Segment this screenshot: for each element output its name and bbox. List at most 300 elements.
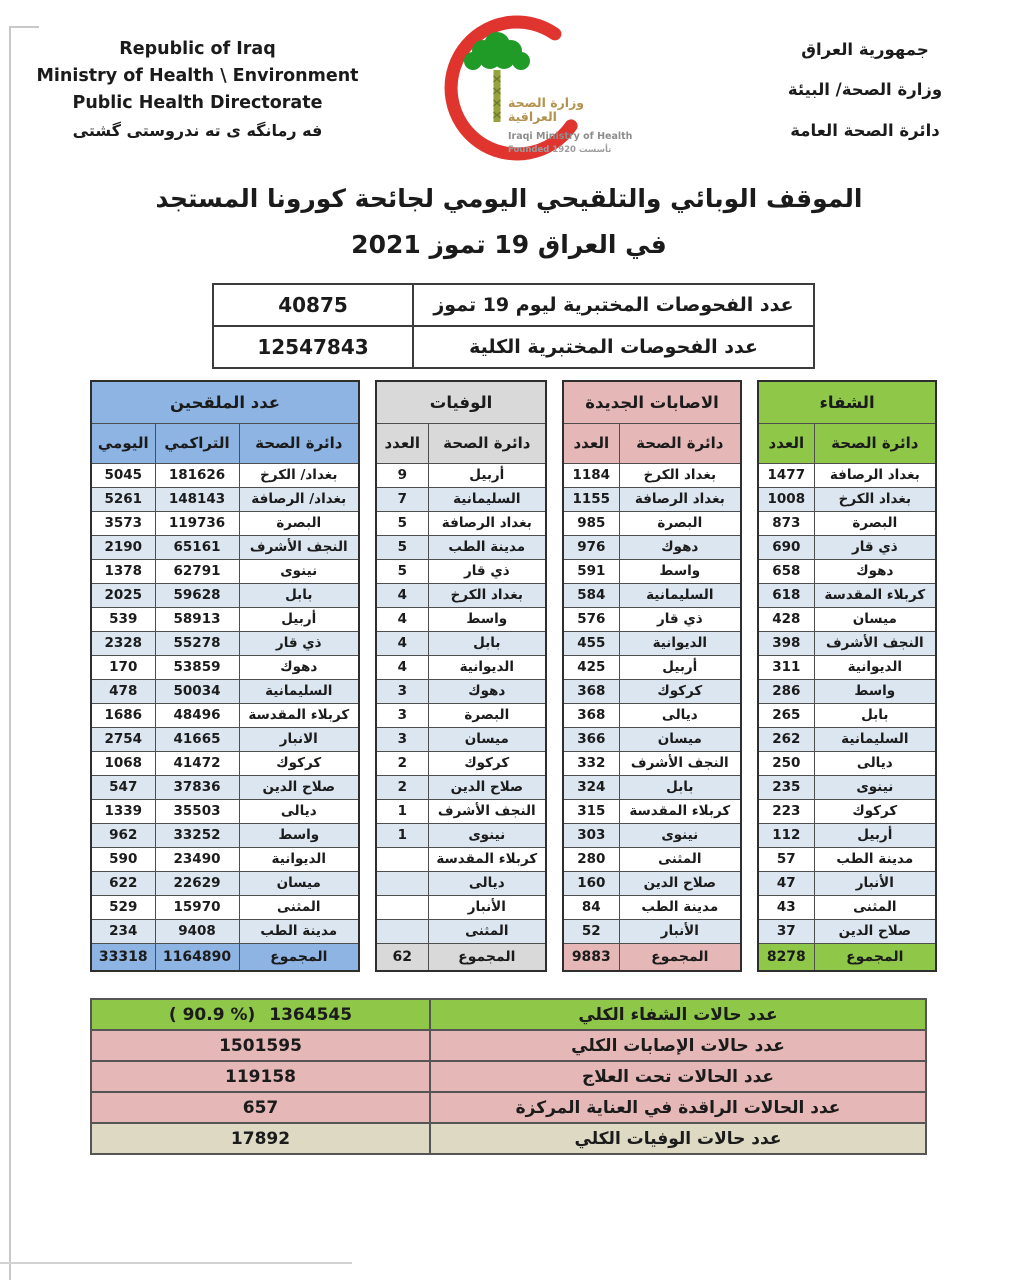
column-header-cumulative: التراكمي xyxy=(155,423,239,463)
table-row xyxy=(758,535,936,559)
table-row xyxy=(91,487,359,511)
recoveries-table xyxy=(757,380,937,972)
summary-value: 1501595 xyxy=(91,1030,430,1061)
directorate-cell: ميسان xyxy=(619,727,741,751)
count-cell: 1477 xyxy=(758,463,814,487)
table-row xyxy=(91,559,359,583)
count-cell: 591 xyxy=(563,559,619,583)
header-arabic-line2: وزارة الصحة/ البيئة xyxy=(787,80,943,100)
count-cell: 5 xyxy=(376,559,428,583)
table-row xyxy=(563,463,741,487)
summary-value xyxy=(91,999,430,1030)
directorate-cell: دهوك xyxy=(619,535,741,559)
summary-value: 657 xyxy=(91,1092,430,1123)
table-row xyxy=(91,511,359,535)
table-row xyxy=(563,919,741,943)
daily-count-cell: 962 xyxy=(91,823,155,847)
directorate-cell: واسط xyxy=(428,607,546,631)
summary-row-total-deaths xyxy=(91,1123,926,1154)
table-row xyxy=(91,463,359,487)
directorate-cell: ميسان xyxy=(428,727,546,751)
directorate-cell: السليمانية xyxy=(428,487,546,511)
count-cell: 2 xyxy=(376,775,428,799)
total-row xyxy=(758,943,936,971)
table-row xyxy=(91,703,359,727)
daily-count-cell: 2328 xyxy=(91,631,155,655)
directorate-cell: كربلاء المقدسة xyxy=(619,799,741,823)
cumulative-count-cell: 41665 xyxy=(155,727,239,751)
daily-count-cell: 1378 xyxy=(91,559,155,583)
header-arabic-line1: جمهورية العراق xyxy=(801,40,929,59)
cumulative-count-cell: 53859 xyxy=(155,655,239,679)
directorate-cell: كركوك xyxy=(428,751,546,775)
table-row xyxy=(758,487,936,511)
daily-count-cell: 2754 xyxy=(91,727,155,751)
total-row xyxy=(91,943,359,971)
directorate-cell: النجف الأشرف xyxy=(239,535,359,559)
table-row xyxy=(563,847,741,871)
total-count-cell: 9883 xyxy=(563,943,619,971)
recovery-percent: ( 90.9 %) xyxy=(168,1004,256,1025)
report-title-line2: في العراق 19 تموز 2021 xyxy=(351,230,667,259)
cumulative-count-cell: 58913 xyxy=(155,607,239,631)
table-row xyxy=(563,487,741,511)
table-row xyxy=(376,823,546,847)
directorate-cell: البصرة xyxy=(619,511,741,535)
table-row xyxy=(563,655,741,679)
directorate-cell: السليمانية xyxy=(814,727,936,751)
table-row xyxy=(758,895,936,919)
table-row xyxy=(758,607,936,631)
directorate-cell: نينوى xyxy=(428,823,546,847)
count-cell: 3 xyxy=(376,679,428,703)
directorate-cell: الأنبار xyxy=(814,871,936,895)
count-cell: 1184 xyxy=(563,463,619,487)
directorate-cell: ميسان xyxy=(239,871,359,895)
count-cell: 368 xyxy=(563,703,619,727)
directorate-cell: بغداد الكرخ xyxy=(428,583,546,607)
cumulative-count-cell: 15970 xyxy=(155,895,239,919)
count-cell: 311 xyxy=(758,655,814,679)
count-cell: 873 xyxy=(758,511,814,535)
cumulative-count-cell: 55278 xyxy=(155,631,239,655)
directorate-cell: أربيل xyxy=(814,823,936,847)
directorate-cell: كربلاء المقدسة xyxy=(814,583,936,607)
cumulative-count-cell: 65161 xyxy=(155,535,239,559)
table-row xyxy=(91,631,359,655)
table-row xyxy=(758,823,936,847)
table-row xyxy=(213,284,814,326)
daily-count-cell: 1339 xyxy=(91,799,155,823)
count-cell: 286 xyxy=(758,679,814,703)
count-cell: 3 xyxy=(376,703,428,727)
column-header-count: العدد xyxy=(758,423,814,463)
daily-count-cell: 170 xyxy=(91,655,155,679)
directorate-cell: واسط xyxy=(239,823,359,847)
directorate-cell: الديوانية xyxy=(619,631,741,655)
total-row xyxy=(376,943,546,971)
report-title-line1: الموقف الوبائي والتلقيحي اليومي لجائحة كورونا المستجد xyxy=(155,184,863,213)
table-row xyxy=(563,535,741,559)
table-row xyxy=(376,511,546,535)
summary-row-under-treatment xyxy=(91,1061,926,1092)
daily-count-cell: 5045 xyxy=(91,463,155,487)
directorate-cell: كركوك xyxy=(814,799,936,823)
table-row xyxy=(758,679,936,703)
directorate-cell: ديالى xyxy=(239,799,359,823)
directorate-cell: النجف الأشرف xyxy=(428,799,546,823)
deaths-table-title: الوفيات xyxy=(376,381,546,423)
directorate-cell: بغداد/ الكرخ xyxy=(239,463,359,487)
count-cell: 280 xyxy=(563,847,619,871)
daily-count-cell: 539 xyxy=(91,607,155,631)
count-cell: 52 xyxy=(563,919,619,943)
table-row xyxy=(376,727,546,751)
table-row xyxy=(376,559,546,583)
summary-label: عدد الحالات الراقدة في العناية المركزة xyxy=(430,1092,926,1123)
directorate-cell: مدينة الطب xyxy=(619,895,741,919)
table-row xyxy=(758,919,936,943)
table-row xyxy=(91,895,359,919)
count-cell: 2 xyxy=(376,751,428,775)
cumulative-count-cell: 9408 xyxy=(155,919,239,943)
directorate-cell: واسط xyxy=(814,679,936,703)
column-header-daily: اليومي xyxy=(91,423,155,463)
count-cell: 57 xyxy=(758,847,814,871)
table-row xyxy=(91,799,359,823)
table-row xyxy=(758,631,936,655)
directorate-cell: كربلاء المقدسة xyxy=(239,703,359,727)
summary-row-icu xyxy=(91,1092,926,1123)
count-cell: 5 xyxy=(376,535,428,559)
total-label-cell: المجموع xyxy=(239,943,359,971)
count-cell: 425 xyxy=(563,655,619,679)
table-row xyxy=(563,871,741,895)
table-row xyxy=(758,727,936,751)
table-row xyxy=(91,871,359,895)
table-row xyxy=(91,823,359,847)
table-row xyxy=(563,823,741,847)
summary-row-total-recoveries xyxy=(91,999,926,1030)
cumulative-count-cell: 33252 xyxy=(155,823,239,847)
cumulative-count-cell: 48496 xyxy=(155,703,239,727)
count-cell xyxy=(376,919,428,943)
vaccinated-table xyxy=(90,380,360,972)
directorate-cell: كركوك xyxy=(619,679,741,703)
daily-count-cell: 622 xyxy=(91,871,155,895)
count-cell: 366 xyxy=(563,727,619,751)
directorate-cell: ديالى xyxy=(619,703,741,727)
directorate-cell: بغداد الرصافة xyxy=(814,463,936,487)
logo-founded-line xyxy=(508,146,634,156)
total-tests-label: عدد الفحوصات المختبرية الكلية xyxy=(413,326,814,368)
table-row xyxy=(91,679,359,703)
total-label-cell: المجموع xyxy=(428,943,546,971)
cumulative-count-cell: 119736 xyxy=(155,511,239,535)
cumulative-count-cell: 37836 xyxy=(155,775,239,799)
cumulative-count-cell: 41472 xyxy=(155,751,239,775)
vaccinated-table-title: عدد الملقحين xyxy=(91,381,359,423)
directorate-cell: المثنى xyxy=(428,919,546,943)
count-cell xyxy=(376,847,428,871)
count-cell: 324 xyxy=(563,775,619,799)
count-cell: 1 xyxy=(376,799,428,823)
count-cell: 398 xyxy=(758,631,814,655)
total-count-cell: 8278 xyxy=(758,943,814,971)
count-cell: 223 xyxy=(758,799,814,823)
directorate-cell: ذي قار xyxy=(814,535,936,559)
table-row xyxy=(563,799,741,823)
directorate-cell: أربيل xyxy=(428,463,546,487)
summary-row-total-cases xyxy=(91,1030,926,1061)
count-cell: 985 xyxy=(563,511,619,535)
table-row xyxy=(758,799,936,823)
table-row xyxy=(376,679,546,703)
count-cell: 1 xyxy=(376,823,428,847)
directorate-cell: ذي قار xyxy=(428,559,546,583)
cumulative-count-cell: 22629 xyxy=(155,871,239,895)
count-cell: 235 xyxy=(758,775,814,799)
new-cases-table xyxy=(562,380,742,972)
table-row xyxy=(91,775,359,799)
table-row xyxy=(376,631,546,655)
table-row xyxy=(563,607,741,631)
table-row xyxy=(758,871,936,895)
directorate-cell: صلاح الدين xyxy=(814,919,936,943)
table-row xyxy=(376,463,546,487)
table-row xyxy=(376,799,546,823)
table-row xyxy=(91,919,359,943)
header-english-block xyxy=(30,36,365,144)
count-cell: 4 xyxy=(376,655,428,679)
count-cell xyxy=(376,871,428,895)
directorate-cell: نينوى xyxy=(619,823,741,847)
count-cell: 976 xyxy=(563,535,619,559)
logo-english-name: Iraqi Ministry of Health xyxy=(508,130,633,142)
table-row xyxy=(563,703,741,727)
total-tests-value: 12547843 xyxy=(213,326,413,368)
table-row xyxy=(91,751,359,775)
count-cell: 428 xyxy=(758,607,814,631)
daily-tests-value: 40875 xyxy=(213,284,413,326)
count-cell: 3 xyxy=(376,727,428,751)
directorate-cell: المثنى xyxy=(239,895,359,919)
cumulative-count-cell: 62791 xyxy=(155,559,239,583)
directorate-cell: الديوانية xyxy=(814,655,936,679)
directorate-cell: أربيل xyxy=(619,655,741,679)
directorate-cell: بغداد الرصافة xyxy=(428,511,546,535)
total-label-cell: المجموع xyxy=(619,943,741,971)
table-row xyxy=(563,727,741,751)
scan-edge-bottom xyxy=(0,1262,352,1264)
daily-count-cell: 5261 xyxy=(91,487,155,511)
ministry-logo xyxy=(412,8,637,170)
count-cell: 265 xyxy=(758,703,814,727)
table-row xyxy=(758,655,936,679)
total-count-cell: 62 xyxy=(376,943,428,971)
table-row xyxy=(376,583,546,607)
table-row xyxy=(758,751,936,775)
daily-count-cell: 3573 xyxy=(91,511,155,535)
count-cell: 576 xyxy=(563,607,619,631)
directorate-cell: المثنى xyxy=(814,895,936,919)
count-cell: 315 xyxy=(563,799,619,823)
directorate-cell: السليمانية xyxy=(619,583,741,607)
count-cell: 47 xyxy=(758,871,814,895)
daily-count-cell: 2190 xyxy=(91,535,155,559)
table-row xyxy=(376,895,546,919)
scan-edge-top xyxy=(9,26,39,28)
summary-value: 119158 xyxy=(91,1061,430,1092)
directorate-cell: المثنى xyxy=(619,847,741,871)
table-row xyxy=(758,463,936,487)
deaths-table xyxy=(375,380,547,972)
count-cell: 5 xyxy=(376,511,428,535)
directorate-cell: بغداد الرصافة xyxy=(619,487,741,511)
header-english-line1: Republic of Iraq xyxy=(119,39,276,59)
report-title xyxy=(0,176,1018,268)
directorate-cell: البصرة xyxy=(428,703,546,727)
table-row xyxy=(563,775,741,799)
count-cell: 84 xyxy=(563,895,619,919)
lab-tests-table xyxy=(212,283,815,369)
summary-label: عدد حالات الإصابات الكلي xyxy=(430,1030,926,1061)
daily-count-cell: 547 xyxy=(91,775,155,799)
cumulative-count-cell: 181626 xyxy=(155,463,239,487)
directorate-cell: ذي قار xyxy=(239,631,359,655)
directorate-cell: الأنبار xyxy=(619,919,741,943)
header-arabic-line3: دائرة الصحة العامة xyxy=(790,120,940,140)
summary-label: عدد الحالات تحت العلاج xyxy=(430,1061,926,1092)
count-cell: 455 xyxy=(563,631,619,655)
directorate-cell: بغداد/ الرصافة xyxy=(239,487,359,511)
directorate-cell: دهوك xyxy=(814,559,936,583)
directorate-cell: دهوك xyxy=(428,679,546,703)
count-cell: 43 xyxy=(758,895,814,919)
table-row xyxy=(563,511,741,535)
total-row xyxy=(563,943,741,971)
table-row xyxy=(563,583,741,607)
table-row xyxy=(758,511,936,535)
logo-text-block xyxy=(508,96,634,155)
table-row xyxy=(376,607,546,631)
table-row xyxy=(91,847,359,871)
table-row xyxy=(376,751,546,775)
directorate-cell: بابل xyxy=(428,631,546,655)
daily-count-cell: 1686 xyxy=(91,703,155,727)
directorate-cell: مدينة الطب xyxy=(239,919,359,943)
directorate-cell: ديالى xyxy=(814,751,936,775)
table-row xyxy=(758,775,936,799)
directorate-cell: البصرة xyxy=(239,511,359,535)
logo-founded-text: Founded 1920 xyxy=(508,144,576,155)
directorate-cell: النجف الأشرف xyxy=(619,751,741,775)
directorate-cell: الأنبار xyxy=(428,895,546,919)
directorate-cell: بغداد الكرخ xyxy=(814,487,936,511)
total-cumulative-cell: 1164890 xyxy=(155,943,239,971)
count-cell: 262 xyxy=(758,727,814,751)
table-row xyxy=(91,583,359,607)
statistics-tables-row xyxy=(90,380,937,972)
directorate-cell: كركوك xyxy=(239,751,359,775)
count-cell xyxy=(376,895,428,919)
count-cell: 584 xyxy=(563,583,619,607)
column-header-directorate: دائرة الصحة xyxy=(428,423,546,463)
directorate-cell: نينوى xyxy=(814,775,936,799)
directorate-cell: ديالى xyxy=(428,871,546,895)
directorate-cell: صلاح الدين xyxy=(619,871,741,895)
table-row xyxy=(758,559,936,583)
count-cell: 160 xyxy=(563,871,619,895)
cumulative-count-cell: 23490 xyxy=(155,847,239,871)
directorate-cell: مدينة الطب xyxy=(814,847,936,871)
directorate-cell: واسط xyxy=(619,559,741,583)
directorate-cell: البصرة xyxy=(814,511,936,535)
daily-tests-label: عدد الفحوصات المختبرية ليوم 19 تموز xyxy=(413,284,814,326)
new-cases-table-title: الاصابات الجديدة xyxy=(563,381,741,423)
recoveries-table-title: الشفاء xyxy=(758,381,936,423)
cumulative-count-cell: 148143 xyxy=(155,487,239,511)
count-cell: 37 xyxy=(758,919,814,943)
table-row xyxy=(376,871,546,895)
header-kurdish-line: فه رمانگه ى ته ندروستى گشتى xyxy=(72,121,323,141)
directorate-cell: كربلاء المقدسة xyxy=(428,847,546,871)
table-row xyxy=(758,583,936,607)
header-english-line3: Public Health Directorate xyxy=(72,93,323,114)
directorate-cell: صلاح الدين xyxy=(239,775,359,799)
directorate-cell: دهوك xyxy=(239,655,359,679)
summary-table xyxy=(90,998,927,1155)
count-cell: 618 xyxy=(758,583,814,607)
directorate-cell: بابل xyxy=(814,703,936,727)
table-row xyxy=(376,847,546,871)
table-row xyxy=(376,703,546,727)
header-arabic-block xyxy=(740,30,990,151)
column-header-directorate: دائرة الصحة xyxy=(814,423,936,463)
column-header-directorate: دائرة الصحة xyxy=(619,423,741,463)
daily-count-cell: 590 xyxy=(91,847,155,871)
directorate-cell: أربيل xyxy=(239,607,359,631)
cumulative-count-cell: 50034 xyxy=(155,679,239,703)
directorate-cell: صلاح الدين xyxy=(428,775,546,799)
count-cell: 9 xyxy=(376,463,428,487)
directorate-cell: الديوانية xyxy=(239,847,359,871)
count-cell: 1155 xyxy=(563,487,619,511)
count-cell: 332 xyxy=(563,751,619,775)
table-row xyxy=(91,655,359,679)
count-cell: 7 xyxy=(376,487,428,511)
table-row xyxy=(91,607,359,631)
table-row xyxy=(91,727,359,751)
directorate-cell: الديوانية xyxy=(428,655,546,679)
count-cell: 112 xyxy=(758,823,814,847)
total-label-cell: المجموع xyxy=(814,943,936,971)
daily-count-cell: 234 xyxy=(91,919,155,943)
table-row xyxy=(213,326,814,368)
cumulative-count-cell: 59628 xyxy=(155,583,239,607)
directorate-cell: السليمانية xyxy=(239,679,359,703)
daily-count-cell: 478 xyxy=(91,679,155,703)
table-row xyxy=(563,751,741,775)
directorate-cell: نينوى xyxy=(239,559,359,583)
summary-label: عدد حالات الشفاء الكلي xyxy=(430,999,926,1030)
daily-count-cell: 529 xyxy=(91,895,155,919)
count-cell: 4 xyxy=(376,631,428,655)
column-header-count: العدد xyxy=(563,423,619,463)
table-row xyxy=(563,895,741,919)
recovery-total: 1364545 xyxy=(269,1004,353,1025)
daily-count-cell: 2025 xyxy=(91,583,155,607)
